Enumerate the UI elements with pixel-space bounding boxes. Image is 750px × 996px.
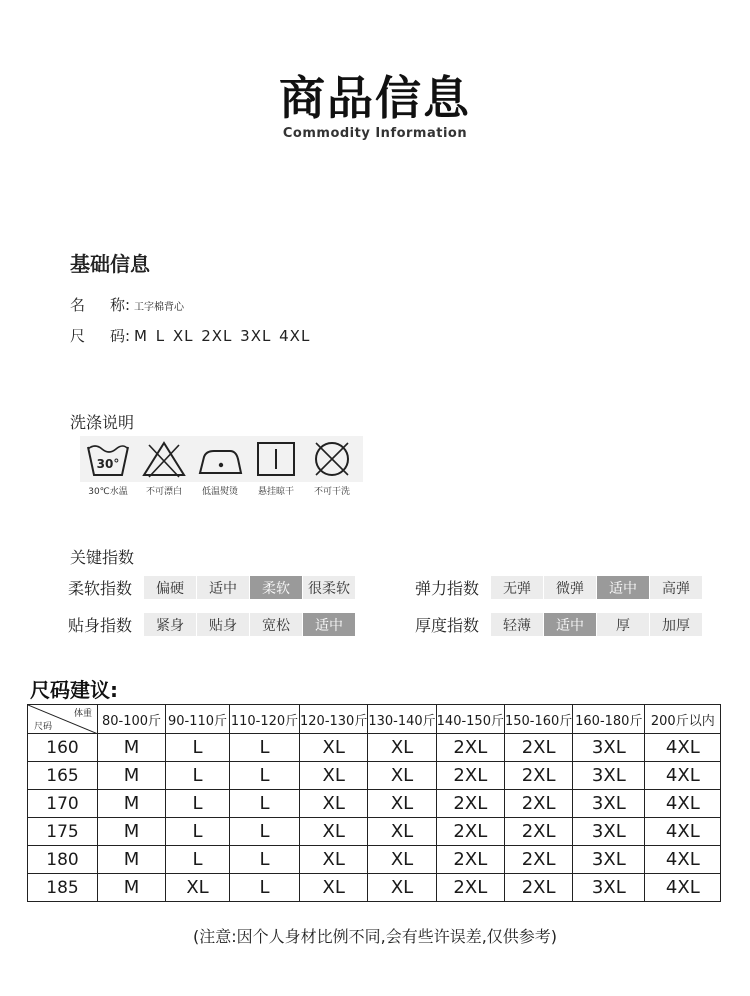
height-cell: 180: [28, 846, 98, 874]
index-row-thickness: [415, 613, 703, 636]
height-cell: 160: [28, 734, 98, 762]
height-cell: 185: [28, 874, 98, 902]
corner-size-label: 尺码: [34, 722, 53, 732]
table-corner-cell: [28, 705, 98, 734]
size-cell: 2XL: [504, 818, 572, 846]
index-row-elasticity: [415, 576, 703, 599]
wash-labels: [80, 484, 363, 497]
wash-label: 悬挂晾干: [257, 487, 294, 497]
index-option: 轻薄: [491, 613, 543, 636]
size-cell: 4XL: [645, 874, 721, 902]
page-subtitle: Commodity Information: [282, 126, 468, 141]
table-row: [28, 762, 721, 790]
index-row-fit: [68, 613, 356, 636]
size-table: [27, 704, 721, 902]
size-cell: XL: [166, 874, 230, 902]
size-cell: XL: [300, 818, 368, 846]
wash-temp-text: 30°: [96, 457, 120, 471]
size-cell: L: [230, 874, 300, 902]
index-option: 适中: [303, 613, 355, 636]
size-cell: 4XL: [645, 762, 721, 790]
low-iron-icon: [192, 436, 248, 482]
size-values: M L XL 2XL 3XL 4XL: [134, 327, 311, 345]
index-option: 贴身: [197, 613, 249, 636]
index-option: 柔软: [250, 576, 302, 599]
size-cell: 3XL: [573, 846, 645, 874]
page-title: 商品信息: [279, 71, 471, 125]
wash-label: 30℃水温: [88, 487, 128, 497]
wash-30-icon: [80, 436, 136, 482]
size-cell: L: [230, 734, 300, 762]
size-cell: XL: [368, 762, 436, 790]
size-cell: L: [166, 762, 230, 790]
size-cell: L: [166, 790, 230, 818]
height-cell: 175: [28, 818, 98, 846]
table-row: [28, 846, 721, 874]
wash-icons-strip: [80, 436, 363, 482]
size-cell: 2XL: [436, 874, 504, 902]
index-name: 弹力指数: [415, 579, 480, 598]
index-option: 宽松: [250, 613, 302, 636]
weight-header: 110-120斤: [230, 705, 300, 734]
index-option: 无弹: [491, 576, 543, 599]
size-cell: XL: [300, 846, 368, 874]
weight-header: 140-150斤: [436, 705, 504, 734]
key-index-heading: 关键指数: [70, 548, 135, 567]
table-row: [28, 790, 721, 818]
weight-header: 80-100斤: [98, 705, 166, 734]
no-dry-clean-icon: [304, 436, 360, 482]
index-row-softness: [68, 576, 356, 599]
index-option: 适中: [597, 576, 649, 599]
size-cell: XL: [300, 734, 368, 762]
table-row: [28, 734, 721, 762]
size-cell: XL: [300, 790, 368, 818]
index-option: 适中: [544, 613, 596, 636]
weight-header: 160-180斤: [573, 705, 645, 734]
size-label-2: 码:: [110, 327, 131, 345]
weight-header: 150-160斤: [504, 705, 572, 734]
size-cell: 2XL: [504, 734, 572, 762]
product-name-value: 工字棉背心: [134, 302, 184, 313]
size-cell: 2XL: [436, 846, 504, 874]
index-option: 加厚: [650, 613, 702, 636]
size-cell: L: [166, 734, 230, 762]
size-cell: XL: [368, 874, 436, 902]
size-cell: 4XL: [645, 790, 721, 818]
table-row: [28, 874, 721, 902]
index-option: 紧身: [144, 613, 196, 636]
size-cell: M: [98, 790, 166, 818]
height-cell: 170: [28, 790, 98, 818]
index-option: 很柔软: [303, 576, 355, 599]
size-guide-heading: 尺码建议:: [30, 678, 118, 702]
size-cell: M: [98, 874, 166, 902]
size-cell: L: [230, 790, 300, 818]
size-cell: 3XL: [573, 874, 645, 902]
size-cell: L: [166, 818, 230, 846]
size-cell: XL: [368, 734, 436, 762]
size-cell: M: [98, 818, 166, 846]
index-name: 厚度指数: [415, 616, 480, 635]
size-cell: 2XL: [436, 762, 504, 790]
size-cell: 3XL: [573, 762, 645, 790]
size-cell: L: [230, 846, 300, 874]
size-cell: 2XL: [436, 790, 504, 818]
size-cell: XL: [368, 790, 436, 818]
size-label-1: 尺: [70, 327, 86, 345]
size-row: [70, 325, 310, 346]
size-cell: XL: [300, 874, 368, 902]
size-cell: M: [98, 734, 166, 762]
size-cell: 4XL: [645, 818, 721, 846]
index-option: 厚: [597, 613, 649, 636]
size-cell: 2XL: [504, 846, 572, 874]
name-label-2: 称:: [110, 296, 131, 314]
size-cell: 2XL: [504, 874, 572, 902]
weight-header: 90-110斤: [166, 705, 230, 734]
index-name: 柔软指数: [68, 579, 133, 598]
size-cell: L: [166, 846, 230, 874]
size-cell: 2XL: [504, 790, 572, 818]
wash-label: 不可漂白: [145, 487, 182, 497]
size-cell: 4XL: [645, 734, 721, 762]
size-cell: M: [98, 762, 166, 790]
hang-dry-icon: [248, 436, 304, 482]
size-cell: L: [230, 818, 300, 846]
disclaimer-note: (注意:因个人身材比例不同,会有些许误差,仅供参考): [192, 927, 558, 946]
size-cell: 4XL: [645, 846, 721, 874]
size-cell: 2XL: [436, 818, 504, 846]
weight-header: 120-130斤: [300, 705, 368, 734]
basic-info-heading: 基础信息: [70, 252, 150, 276]
weight-header: 200斤以内: [645, 705, 721, 734]
product-name-row: [70, 294, 184, 315]
index-option: 微弹: [544, 576, 596, 599]
size-cell: M: [98, 846, 166, 874]
corner-weight-label: 体重: [73, 709, 92, 719]
height-cell: 165: [28, 762, 98, 790]
index-option: 偏硬: [144, 576, 196, 599]
index-option: 高弹: [650, 576, 702, 599]
wash-label: 低温熨烫: [201, 487, 238, 497]
index-option: 适中: [197, 576, 249, 599]
size-cell: 2XL: [504, 762, 572, 790]
size-cell: 3XL: [573, 734, 645, 762]
table-header-row: [28, 705, 721, 734]
size-cell: XL: [368, 818, 436, 846]
size-cell: 3XL: [573, 790, 645, 818]
size-cell: XL: [300, 762, 368, 790]
index-name: 贴身指数: [68, 616, 133, 635]
wash-label: 不可干洗: [313, 487, 350, 497]
weight-header: 130-140斤: [368, 705, 436, 734]
wash-heading: 洗涤说明: [70, 413, 135, 432]
name-label-1: 名: [70, 296, 86, 314]
table-row: [28, 818, 721, 846]
size-cell: 3XL: [573, 818, 645, 846]
no-bleach-icon: [136, 436, 192, 482]
size-cell: XL: [368, 846, 436, 874]
size-cell: 2XL: [436, 734, 504, 762]
size-cell: L: [230, 762, 300, 790]
